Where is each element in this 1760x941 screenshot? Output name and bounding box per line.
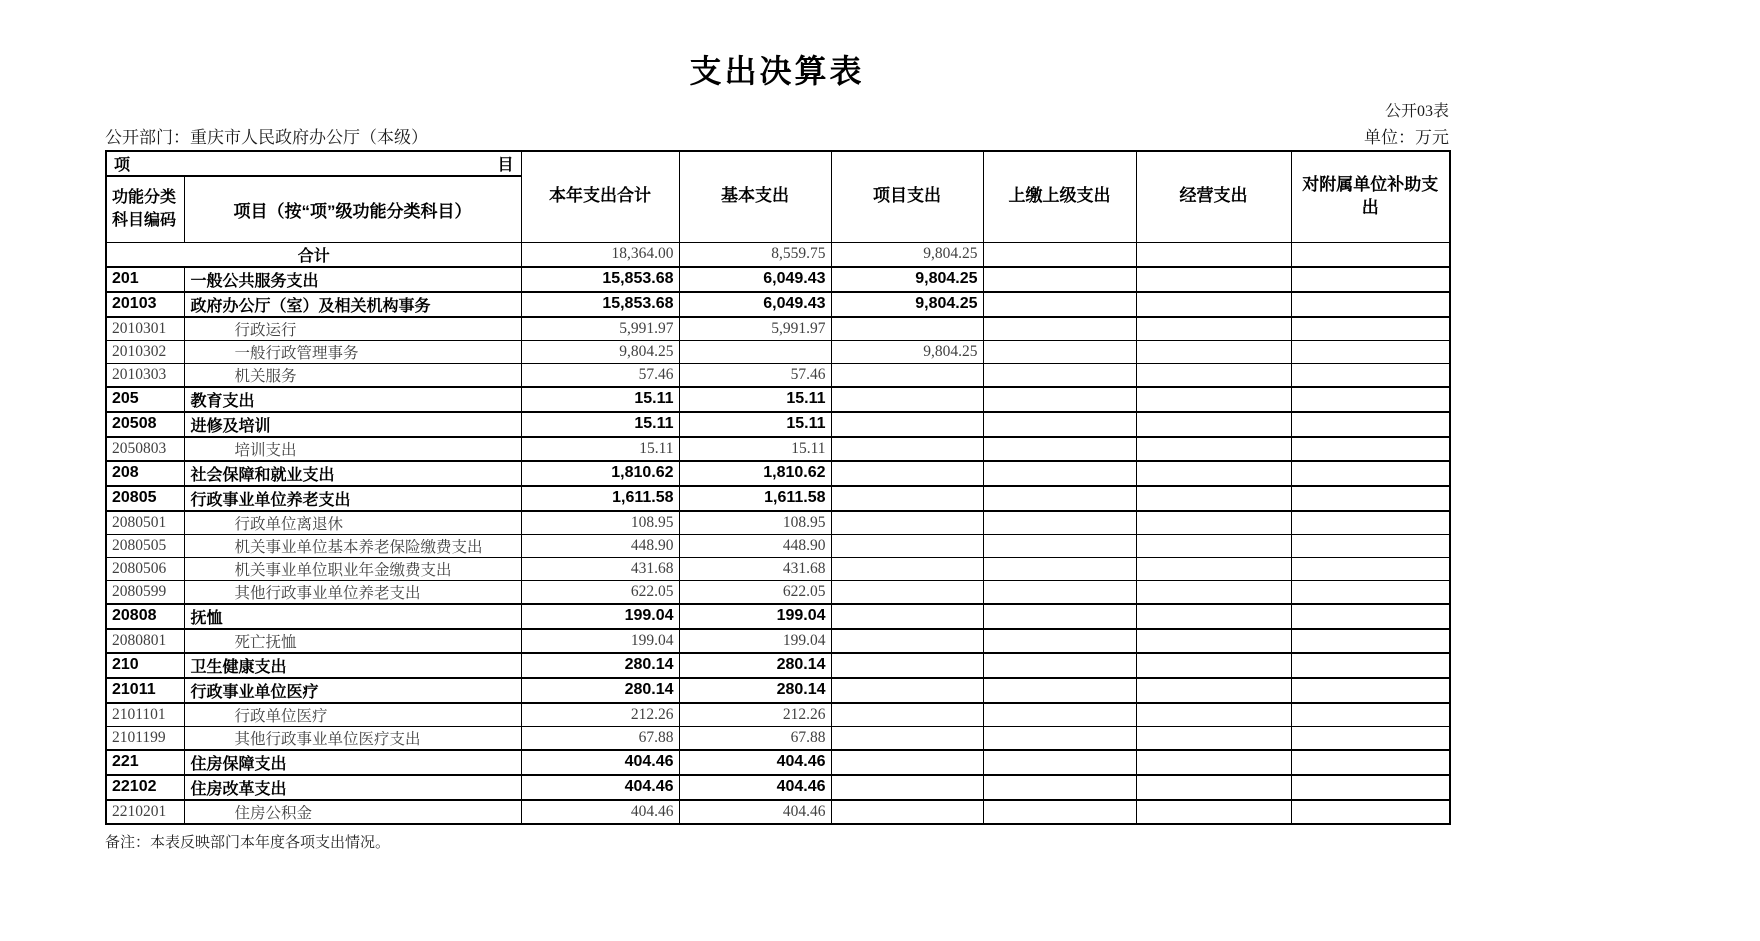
cell-amount: 15.11 [521,387,679,412]
column-header-item: 项目（按“项”级功能分类科目） [184,176,521,242]
table-row [106,534,1450,557]
cell-item-name: 卫生健康支出 [184,653,521,678]
cell-amount [1291,363,1450,387]
cell-amount [831,750,983,775]
cell-item-name: 其他行政事业单位医疗支出 [184,726,521,750]
table-row [106,604,1450,629]
cell-function-code: 2010303 [106,363,184,387]
cell-amount: 622.05 [521,580,679,604]
cell-function-code: 2101101 [106,703,184,727]
cell-amount [983,317,1136,341]
cell-item-name: 一般公共服务支出 [184,267,521,292]
cell-function-code: 2080501 [106,511,184,535]
table-row [106,340,1450,363]
cell-amount [831,511,983,535]
cell-item-name: 住房保障支出 [184,750,521,775]
cell-amount [831,412,983,437]
table-row [106,437,1450,461]
cell-item-name: 机关事业单位基本养老保险缴费支出 [184,534,521,557]
cell-amount [983,580,1136,604]
cell-amount [831,580,983,604]
cell-amount: 9,804.25 [831,242,983,267]
cell-amount [983,653,1136,678]
table-row [106,242,1450,267]
cell-amount [1136,557,1291,580]
cell-amount: 212.26 [679,703,831,727]
table-row [106,292,1450,317]
cell-amount: 5,991.97 [679,317,831,341]
cell-amount [1136,703,1291,727]
cell-amount [1291,580,1450,604]
cell-amount [983,678,1136,703]
cell-amount [1291,317,1450,341]
cell-amount [1136,387,1291,412]
cell-amount [1136,750,1291,775]
cell-amount [831,653,983,678]
cell-function-code: 20808 [106,604,184,629]
cell-amount: 18,364.00 [521,242,679,267]
amount-column-header: 基本支出 [679,151,831,242]
cell-amount [1291,412,1450,437]
cell-amount [1291,340,1450,363]
cell-item-name: 住房公积金 [184,800,521,824]
cell-amount: 1,810.62 [521,461,679,486]
cell-amount: 199.04 [679,629,831,653]
cell-amount [983,775,1136,800]
cell-amount: 404.46 [679,800,831,824]
table-code-label: 公开03表 [1384,103,1449,120]
cell-amount: 8,559.75 [679,242,831,267]
cell-amount: 199.04 [679,604,831,629]
cell-amount: 9,804.25 [831,340,983,363]
cell-amount [983,800,1136,824]
cell-amount [1136,267,1291,292]
cell-function-code: 22102 [106,775,184,800]
cell-amount: 1,611.58 [521,486,679,511]
department-label: 公开部门：重庆市人民政府办公厅（本级） [105,128,428,147]
amount-column-header: 项目支出 [831,151,983,242]
cell-function-code: 20805 [106,486,184,511]
cell-amount [1291,557,1450,580]
meta-line [105,123,1449,148]
table-row [106,653,1450,678]
table-row [106,580,1450,604]
cell-amount [1136,580,1291,604]
cell-item-name: 抚恤 [184,604,521,629]
cell-function-code: 221 [106,750,184,775]
cell-amount: 280.14 [521,653,679,678]
cell-function-code: 21011 [106,678,184,703]
footnote: 备注：本表反映部门本年度各项支出情况。 [105,834,391,851]
cell-amount: 1,611.58 [679,486,831,511]
amount-column-header: 上缴上级支出 [983,151,1136,242]
cell-item-name: 进修及培训 [184,412,521,437]
cell-amount [1136,604,1291,629]
cell-item-name: 行政单位医疗 [184,703,521,727]
report-sheet [105,0,1449,852]
cell-function-code: 205 [106,387,184,412]
cell-amount [983,461,1136,486]
cell-function-code: 210 [106,653,184,678]
table-row [106,726,1450,750]
cell-amount: 199.04 [521,629,679,653]
cell-function-code: 201 [106,267,184,292]
cell-amount [983,387,1136,412]
cell-amount [1291,726,1450,750]
table-row [106,363,1450,387]
cell-amount: 280.14 [679,678,831,703]
cell-amount: 448.90 [679,534,831,557]
cell-amount [983,534,1136,557]
cell-amount [1136,534,1291,557]
cell-amount [1291,267,1450,292]
cell-amount [831,604,983,629]
cell-amount [1136,292,1291,317]
cell-amount [1291,629,1450,653]
cell-amount [1136,653,1291,678]
cell-function-code: 2080801 [106,629,184,653]
cell-amount: 212.26 [521,703,679,727]
column-header-code: 功能分类 科目编码 [106,176,184,242]
cell-amount [983,267,1136,292]
cell-total-label: 合计 [106,242,521,267]
cell-amount [1136,412,1291,437]
cell-amount: 1,810.62 [679,461,831,486]
table-row [106,750,1450,775]
cell-amount [1291,750,1450,775]
cell-item-name: 培训支出 [184,437,521,461]
cell-amount: 15,853.68 [521,292,679,317]
cell-amount [983,726,1136,750]
cell-function-code: 2010301 [106,317,184,341]
cell-amount: 280.14 [679,653,831,678]
cell-amount [1291,800,1450,824]
cell-amount: 67.88 [521,726,679,750]
cell-item-name: 行政运行 [184,317,521,341]
cell-amount [1136,486,1291,511]
amount-column-header: 本年支出合计 [521,151,679,242]
cell-amount [1291,604,1450,629]
cell-amount [1136,363,1291,387]
cell-amount [983,750,1136,775]
table-body [106,242,1450,824]
cell-amount [1291,511,1450,535]
cell-amount: 57.46 [679,363,831,387]
header-group-cell [106,151,521,176]
cell-amount [983,511,1136,535]
cell-amount [1136,437,1291,461]
cell-amount [983,437,1136,461]
cell-amount: 15,853.68 [521,267,679,292]
cell-amount: 15.11 [521,412,679,437]
header-row-group [106,151,1450,176]
cell-amount: 404.46 [679,750,831,775]
header-group-right: 目 [497,157,514,174]
cell-amount: 108.95 [679,511,831,535]
table-row [106,703,1450,727]
cell-item-name: 行政单位离退休 [184,511,521,535]
cell-amount: 9,804.25 [521,340,679,363]
cell-amount [1136,511,1291,535]
cell-amount: 404.46 [679,775,831,800]
cell-item-name: 行政事业单位养老支出 [184,486,521,511]
amount-column-header: 对附属单位补助支出 [1291,151,1450,242]
cell-amount: 108.95 [521,511,679,535]
cell-amount: 199.04 [521,604,679,629]
cell-amount [831,387,983,412]
cell-amount: 15.11 [521,437,679,461]
table-row [106,267,1450,292]
cell-function-code: 2101199 [106,726,184,750]
cell-amount [1136,317,1291,341]
cell-item-name: 机关服务 [184,363,521,387]
cell-function-code: 2080599 [106,580,184,604]
cell-amount: 448.90 [521,534,679,557]
cell-function-code: 2080506 [106,557,184,580]
expenditure-table [105,150,1451,825]
cell-amount [1136,678,1291,703]
cell-amount [1291,534,1450,557]
table-row [106,775,1450,800]
cell-amount: 280.14 [521,678,679,703]
cell-item-name: 社会保障和就业支出 [184,461,521,486]
cell-amount [983,486,1136,511]
cell-amount [1136,800,1291,824]
cell-amount [679,340,831,363]
cell-amount: 9,804.25 [831,292,983,317]
cell-amount: 15.11 [679,437,831,461]
table-row [106,678,1450,703]
cell-amount: 404.46 [521,775,679,800]
cell-amount: 6,049.43 [679,292,831,317]
cell-amount [1291,387,1450,412]
cell-function-code: 20508 [106,412,184,437]
cell-item-name: 机关事业单位职业年金缴费支出 [184,557,521,580]
cell-amount: 9,804.25 [831,267,983,292]
cell-amount [983,703,1136,727]
cell-amount [831,317,983,341]
cell-item-name: 其他行政事业单位养老支出 [184,580,521,604]
table-row [106,387,1450,412]
cell-amount [1291,292,1450,317]
cell-amount [1136,726,1291,750]
cell-amount [1136,461,1291,486]
table-row [106,557,1450,580]
table-row [106,511,1450,535]
page-title: 支出决算表 [689,53,865,89]
cell-amount: 15.11 [679,387,831,412]
cell-item-name: 教育支出 [184,387,521,412]
cell-amount [983,363,1136,387]
cell-amount [1291,703,1450,727]
table-row [106,317,1450,341]
cell-amount [1291,678,1450,703]
cell-amount: 404.46 [521,800,679,824]
cell-amount [983,629,1136,653]
cell-amount [831,678,983,703]
cell-amount [983,242,1136,267]
cell-function-code: 2050803 [106,437,184,461]
cell-amount [1136,340,1291,363]
cell-amount [1291,461,1450,486]
cell-function-code: 2010302 [106,340,184,363]
cell-amount [831,775,983,800]
table-row [106,461,1450,486]
amount-column-header: 经营支出 [1136,151,1291,242]
cell-amount: 431.68 [521,557,679,580]
cell-item-name: 政府办公厅（室）及相关机构事务 [184,292,521,317]
cell-amount: 6,049.43 [679,267,831,292]
cell-amount [1136,775,1291,800]
cell-amount [1291,437,1450,461]
cell-amount [831,629,983,653]
cell-amount [1136,242,1291,267]
cell-amount [983,412,1136,437]
cell-function-code: 2080505 [106,534,184,557]
cell-amount: 431.68 [679,557,831,580]
table-row [106,412,1450,437]
cell-amount: 5,991.97 [521,317,679,341]
cell-item-name: 住房改革支出 [184,775,521,800]
cell-item-name: 一般行政管理事务 [184,340,521,363]
cell-amount [1291,653,1450,678]
cell-amount [1291,242,1450,267]
cell-amount [983,557,1136,580]
cell-item-name: 死亡抚恤 [184,629,521,653]
cell-amount [1291,486,1450,511]
cell-amount [983,604,1136,629]
cell-amount: 622.05 [679,580,831,604]
cell-function-code: 208 [106,461,184,486]
cell-amount [1136,629,1291,653]
cell-amount [831,557,983,580]
table-row [106,800,1450,824]
header-group-left: 项 [114,157,131,174]
cell-amount [831,726,983,750]
cell-amount [1291,775,1450,800]
cell-amount [831,461,983,486]
cell-amount [831,363,983,387]
table-row [106,486,1450,511]
cell-amount [831,486,983,511]
cell-amount: 15.11 [679,412,831,437]
unit-label: 单位：万元 [1364,128,1449,147]
cell-amount [831,437,983,461]
cell-function-code: 20103 [106,292,184,317]
cell-amount [831,534,983,557]
cell-item-name: 行政事业单位医疗 [184,678,521,703]
cell-amount [983,292,1136,317]
cell-amount [831,703,983,727]
cell-amount [831,800,983,824]
cell-amount [983,340,1136,363]
cell-amount: 57.46 [521,363,679,387]
table-row [106,629,1450,653]
cell-function-code: 2210201 [106,800,184,824]
cell-amount: 67.88 [679,726,831,750]
cell-amount: 404.46 [521,750,679,775]
